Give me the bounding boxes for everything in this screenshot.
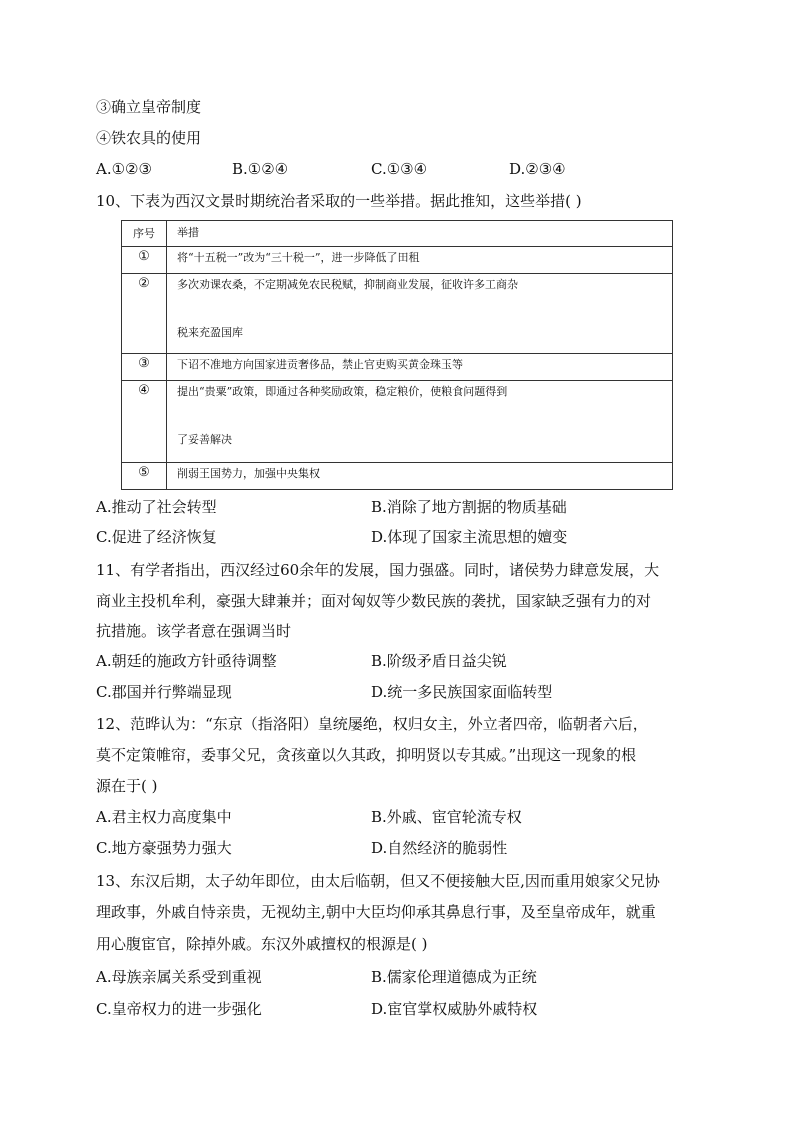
prev-option-d: D.②③④: [509, 160, 566, 178]
q11-option-a: A.朝廷的施政方针亟待调整: [96, 652, 277, 670]
q13-option-c: C.皇帝权力的进一步强化: [96, 1000, 262, 1018]
q13-option-a: A.母族亲属关系受到重视: [96, 968, 262, 986]
q10-option-c: C.促进了经济恢复: [96, 528, 217, 546]
table-row: [122, 354, 673, 381]
table-header-number: 序号: [122, 221, 167, 247]
row-number: ③: [122, 354, 167, 381]
prev-item-4: ④铁农具的使用: [96, 129, 202, 147]
q12-option-b: B.外戚、宦官轮流专权: [371, 808, 522, 826]
q11-line-1: 11、有学者指出，西汉经过60余年的发展，国力强盛。同时，诸侯势力肆意发展，大: [96, 561, 660, 579]
q12-option-c: C.地方豪强势力强大: [96, 839, 232, 857]
q11-option-d: D.统一多民族国家面临转型: [371, 683, 553, 701]
row-text-continued: 了妥善解决: [177, 433, 232, 446]
measures-table: [121, 220, 673, 490]
table-row: [122, 381, 673, 463]
q12-line-1: 12、范晔认为：“东京（指洛阳）皇统屡绝，权归女主，外立者四帝，临朝者六后，: [96, 715, 648, 733]
q10-option-d: D.体现了国家主流思想的嬗变: [371, 528, 568, 546]
q13-option-d: D.宦官掌权威胁外戚特权: [371, 1000, 538, 1018]
table-row: [122, 463, 673, 490]
row-text: 提出“贵粟”政策，即通过各种奖励政策，稳定粮价，使粮食问题得到: [177, 385, 508, 398]
q13-line-2: 理政事，外戚自恃亲贵，无视幼主,朝中大臣均仰承其鼻息行事，及至皇帝成年，就重: [96, 903, 656, 921]
q13-line-3: 用心腹宦官，除掉外戚。东汉外戚擅权的根源是( ): [96, 935, 428, 953]
q13-option-b: B.儒家伦理道德成为正统: [371, 968, 537, 986]
q12-option-a: A.君主权力高度集中: [96, 808, 232, 826]
table-row: [122, 247, 673, 274]
prev-item-3: ③确立皇帝制度: [96, 98, 202, 116]
row-number: ②: [122, 274, 167, 354]
q11-line-2: 商业主投机牟利，豪强大肆兼并；面对匈奴等少数民族的袭扰，国家缺乏强有力的对: [96, 592, 652, 610]
prev-option-a: A.①②③: [96, 160, 152, 178]
q10-stem: 10、下表为西汉文景时期统治者采取的一些举措。据此推知，这些举措( ): [96, 192, 582, 210]
table-header-row: [122, 221, 673, 247]
q12-line-3: 源在于( ): [96, 777, 158, 795]
row-number: ④: [122, 381, 167, 463]
q11-option-c: C.郡国并行弊端显现: [96, 683, 232, 701]
row-text: 将“十五税一”改为“三十税一”，进一步降低了田租: [177, 251, 420, 264]
row-number: ⑤: [122, 463, 167, 490]
q11-option-b: B.阶级矛盾日益尖锐: [371, 652, 507, 670]
table-row: [122, 274, 673, 354]
q13-line-1: 13、东汉后期，太子幼年即位，由太后临朝，但又不便接触大臣,因而重用娘家父兄协: [96, 872, 660, 890]
q10-option-a: A.推动了社会转型: [96, 498, 217, 516]
row-text: 削弱王国势力，加强中央集权: [177, 467, 320, 480]
row-number: ①: [122, 247, 167, 274]
q11-line-3: 抗措施。该学者意在强调当时: [96, 622, 292, 640]
q12-line-2: 莫不定策帷帘，委事父兄，贪孩童以久其政，抑明贤以专其威。”出现这一现象的根: [96, 746, 637, 764]
row-text: 下诏不准地方向国家进贡奢侈品，禁止官吏购买黄金珠玉等: [177, 358, 463, 371]
prev-option-b: B.①②④: [232, 160, 289, 178]
row-text: 多次劝课农桑，不定期减免农民税赋，抑制商业发展，征收许多工商杂: [177, 278, 518, 291]
row-text-continued: 税来充盈国库: [177, 326, 243, 339]
q12-option-d: D.自然经济的脆弱性: [371, 839, 508, 857]
table-header-measure: 举措: [167, 221, 673, 247]
q10-option-b: B.消除了地方割据的物质基础: [371, 498, 567, 516]
prev-option-c: C.①③④: [371, 160, 428, 178]
